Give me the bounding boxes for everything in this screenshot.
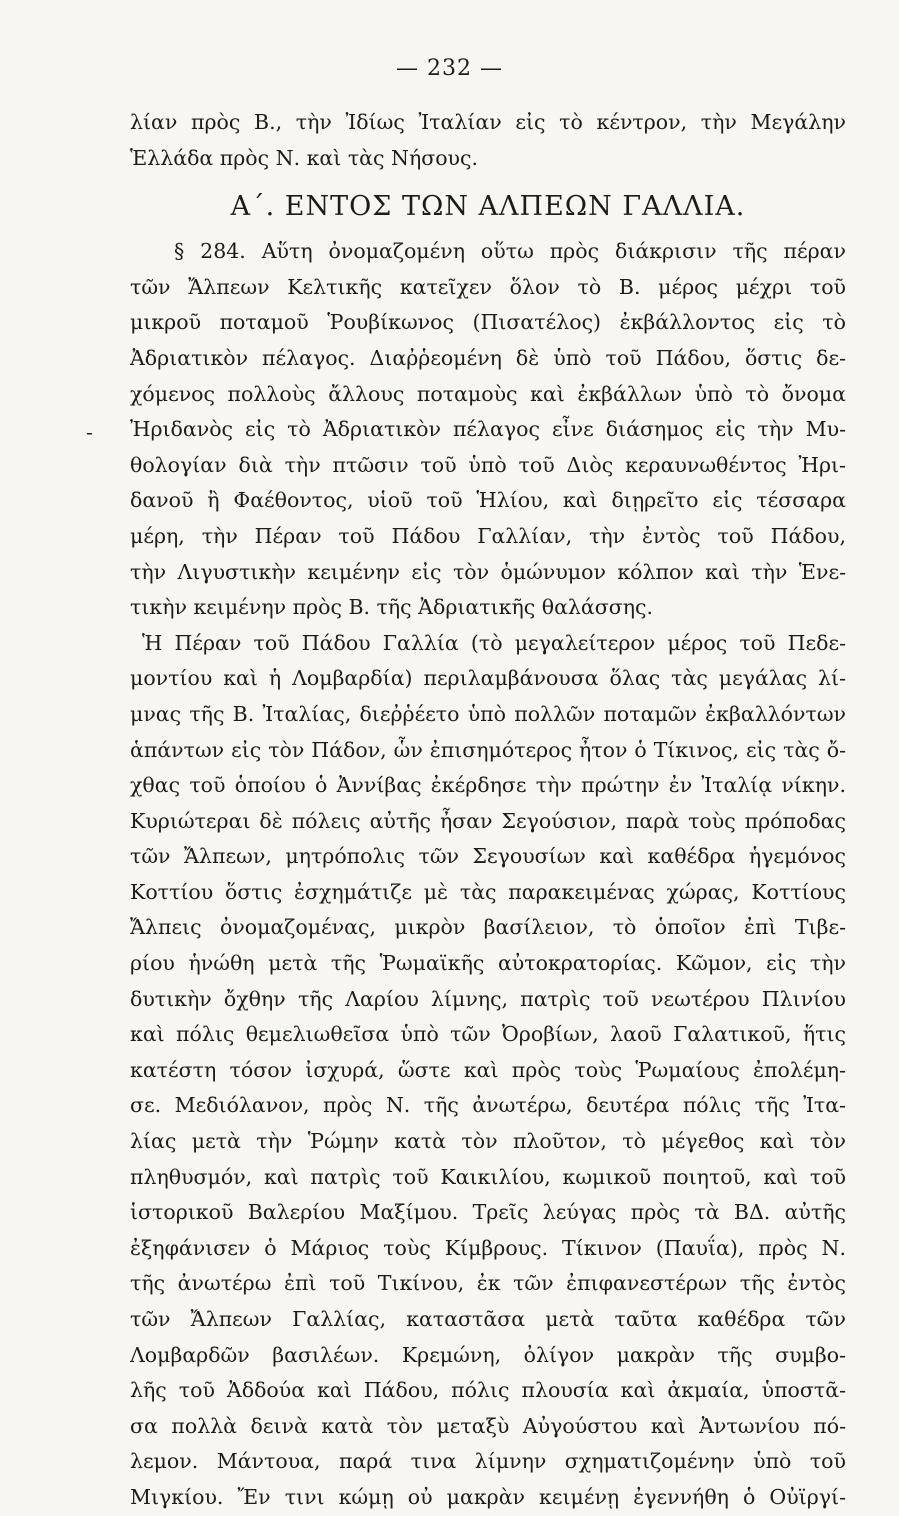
paragraph-line: ρίου ἡνώθη μετὰ τῆς Ῥωμαϊκῆς αὐτοκρατορίας. Κῶμον, εἰς τὴν: [130, 951, 846, 976]
paragraph-line: χόμενος πολλοὺς ἄλλους ποταμοὺς καὶ ἐκβάλλων ὑπὸ τὸ ὄνομα: [130, 381, 846, 406]
paragraph-line: μοντίου καὶ ἡ Λομβαρδία) περιλαμβάνουσα ὅλας τὰς μεγάλας λί-: [130, 666, 846, 691]
paragraph-line: λῆς τοῦ Ἀδδούα καὶ Πάδου, πόλις πλουσία καὶ ἀκμαία, ὑποστᾶ-: [130, 1378, 846, 1403]
paragraph-line: Ἀδριατικὸν πέλαγος. Διαῤῥεομένη δὲ ὑπὸ τοῦ Πάδου, ὅστις δε-: [130, 345, 846, 370]
paragraph-line: τῶν Ἄλπεων Γαλλίας, καταστᾶσα μετὰ ταῦτα καθέδρα τῶν: [130, 1307, 846, 1331]
intro-line: Ἑλλάδα πρὸς Ν. καὶ τὰς Νήσους.: [130, 145, 479, 170]
section-heading: Α΄. ΕΝΤΟΣ ΤΩΝ ΑΛΠΕΩΝ ΓΑΛΛΙΑ.: [230, 191, 746, 223]
paragraph-line: ἁπάντων εἰς τὸν Πάδον, ὧν ἐπισημότερος ἦτον ὁ Τίκινος, εἰς τὰς ὄ-: [130, 737, 846, 762]
paragraph-line: μέρη, τὴν Πέραν τοῦ Πάδου Γαλλίαν, τὴν ἐντὸς τοῦ Πάδου,: [130, 523, 846, 548]
paragraph-line: κατέστη τόσον ἰσχυρά, ὥστε καὶ πρὸς τοὺς Ῥωμαίους ἐπολέμη-: [130, 1057, 846, 1082]
paragraph-line: Λομβαρδῶν βασιλέων. Κρεμώνη, ὀλίγον μακρὰν τῆς συμβο-: [130, 1342, 846, 1367]
paragraph-line: τικὴν κειμένην πρὸς Β. τῆς Ἀδριατικῆς θαλάσσης.: [130, 595, 654, 620]
paragraph-line: μικροῦ ποταμοῦ Ῥουβίκωνος (Πισατέλος) ἐκβάλλοντος εἰς τὸ: [130, 310, 846, 335]
paragraph-line: λίας μετὰ τὴν Ῥώμην κατὰ τὸν πλοῦτον, τὸ μέγεθος καὶ τὸν: [130, 1129, 846, 1154]
paragraph-line: λεμον. Μάντουα, παρά τινα λίμνην σχηματιζομένην ὑπὸ τοῦ: [130, 1449, 846, 1474]
paragraph-line: δανοῦ ἢ Φαέθοντος, υἱοῦ τοῦ Ἡλίου, καὶ διῃρεῖτο εἰς τέσσαρα: [130, 488, 846, 513]
paragraph-line: Ἄλπεις ὀνομαζομένας, μικρὸν βασίλειον, τὸ ὁποῖον ἐπὶ Τιβε-: [130, 915, 846, 940]
paragraph-line: Κοττίου ὅστις ἐσχημάτιζε μὲ τὰς παρακειμένας χώρας, Κοττίους: [130, 879, 846, 904]
margin-mark: -: [86, 420, 93, 444]
paragraph-line: τῶν Ἄλπεων, μητρόπολις τῶν Σεγουσίων καὶ καθέδρα ἡγεμόνος: [130, 844, 846, 869]
page-number: — 232 —: [396, 56, 503, 81]
paragraph-line: μνας τῆς Β. Ἰταλίας, διεῤῥέετο ὑπὸ πολλῶν ποταμῶν ἐκβαλλόντων: [130, 701, 846, 726]
paragraph-line: § 284. Αὕτη ὀνομαζομένη οὕτω πρὸς διάκρισιν τῆς πέραν: [174, 239, 846, 264]
page-text: [130, 105, 846, 1516]
paragraph-line: χθας τοῦ ὁποίου ὁ Ἀννίβας ἐκέρδησε τὴν πρώτην ἐν Ἰταλίᾳ νίκην.: [130, 773, 846, 798]
paragraph-line: δυτικὴν ὄχθην τῆς Λαρίου λίμνης, πατρὶς τοῦ νεωτέρου Πλινίου: [130, 986, 846, 1011]
paragraph-line: Ἠριδανὸς εἰς τὸ Ἀδριατικὸν πέλαγος εἶνε διάσημος εἰς τὴν Μυ-: [130, 417, 846, 442]
paragraph-line: θολογίαν διὰ τὴν πτῶσιν τοῦ ὑπὸ τοῦ Διὸς κεραυνωθέντος Ἠρι-: [130, 452, 846, 477]
paragraph-line: καὶ πόλις θεμελιωθεῖσα ὑπὸ τῶν Ὀροβίων, λαοῦ Γαλατικοῦ, ἥτις: [130, 1022, 846, 1047]
paragraph-line: Ἡ Πέραν τοῦ Πάδου Γαλλία (τὸ μεγαλείτερον μέρος τοῦ Πεδε-: [142, 630, 846, 655]
paragraph-line: σα πολλὰ δεινὰ κατὰ τὸν μεταξὺ Αὐγούστου καὶ Ἀντωνίου πό-: [130, 1413, 846, 1438]
paragraph-line: τῶν Ἄλπεων Κελτικῆς κατεῖχεν ὅλον τὸ Β. μέρος μέχρι τοῦ: [130, 274, 846, 299]
paragraph-line: τῆς ἀνωτέρω ἐπὶ τοῦ Τικίνου, ἐκ τῶν ἐπιφανεστέρων τῆς ἐντὸς: [130, 1271, 846, 1296]
paragraph-line: ἐξηφάνισεν ὁ Μάριος τοὺς Κίμβρους. Τίκινον (Παυΐα), πρὸς Ν.: [130, 1235, 846, 1260]
paragraph-line: σε. Μεδιόλανον, πρὸς Ν. τῆς ἀνωτέρω, δευτέρα πόλις τῆς Ἰτα-: [130, 1093, 846, 1118]
intro-line: λίαν πρὸς Β., τὴν Ἰδίως Ἰταλίαν εἰς τὸ κέντρον, τὴν Μεγάλην: [130, 110, 846, 134]
paragraph-line: τὴν Λιγυστικὴν κειμένην εἰς τὸν ὁμώνυμον κόλπον καὶ τὴν Ἑνε-: [130, 559, 846, 584]
paragraph-line: Μιγκίου. Ἔν τινι κώμῃ οὐ μακρὰν κειμένῃ ἐγεννήθη ὁ Οὐϊργί-: [130, 1484, 846, 1509]
paragraph-line: πληθυσμόν, καὶ πατρὶς τοῦ Καικιλίου, κωμικοῦ ποιητοῦ, καὶ τοῦ: [130, 1164, 846, 1189]
paragraph-line: Κυριώτεραι δὲ πόλεις αὐτῆς ἦσαν Σεγούσιον, παρὰ τοὺς πρόποδας: [130, 808, 846, 833]
paragraph-line: ἱστορικοῦ Βαλερίου Μαξίμου. Τρεῖς λεύγας πρὸς τὰ ΒΔ. αὐτῆς: [130, 1200, 846, 1225]
